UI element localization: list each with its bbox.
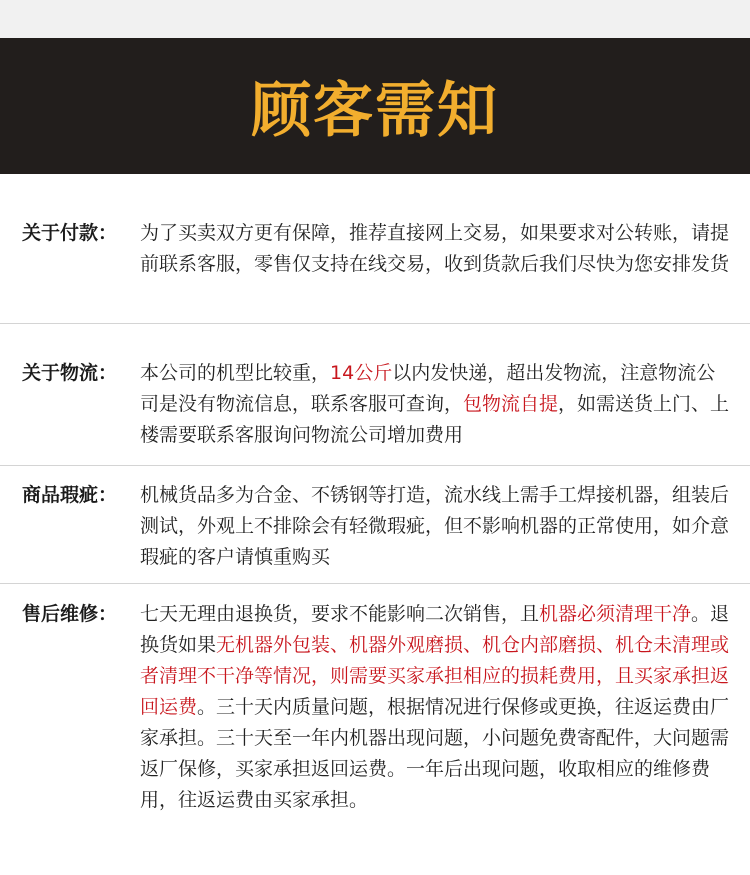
section-body xyxy=(140,358,732,451)
body-text: 机械货品多为合金、不锈钢等打造，流水线上需手工焊接机器，组装后测试，外观上不排除会有轻微瑕疵，但不影响机器的正常使用，如介意瑕疵的客户请慎重购买 xyxy=(140,484,730,568)
section-body xyxy=(140,480,732,573)
section-label: 关于付款： xyxy=(22,222,118,244)
section-label: 商品瑕疵： xyxy=(22,484,118,506)
section-after-sales xyxy=(0,584,750,816)
section-payment xyxy=(0,174,750,324)
section-logistics xyxy=(0,324,750,466)
section-body xyxy=(140,218,732,280)
highlight-text: 无机器外包装、机器外观磨损、机仓内部磨损、机仓未清理或者清理不干净等情况，则需要买家承担相应的损耗费用，且买家承担返回运费 xyxy=(140,634,730,718)
body-text: 。退换货如果 xyxy=(140,603,730,656)
top-strip xyxy=(0,0,750,38)
section-defects xyxy=(0,466,750,584)
section-label: 关于物流： xyxy=(22,362,118,384)
body-text: 为了买卖双方更有保障，推荐直接网上交易，如果要求对公转账，请提前联系客服，零售仅支持在线交易，收到货款后我们尽快为您安排发货 xyxy=(140,222,730,275)
body-text: ，如需送货上门、上楼需要联系客服询问物流公司增加费用 xyxy=(140,393,730,446)
body-text: 以内发快递，超出发物流，注意物流公司是没有物流信息，联系客服可查询， xyxy=(140,362,716,415)
body-text: 本公司的机型比较重， xyxy=(140,362,331,384)
body-text: 七天无理由退换货，要求不能影响二次销售，且 xyxy=(140,603,540,625)
highlight-text: 包物流自提 xyxy=(463,393,559,415)
section-body xyxy=(140,599,732,816)
highlight-text: 机器必须清理干净 xyxy=(539,603,692,625)
section-label: 售后维修： xyxy=(22,603,118,625)
highlight-text: 14公斤 xyxy=(330,362,393,384)
body-text: 。三十天内质量问题，根据情况进行保修或更换，往返运费由厂家承担。三十天至一年内机器出现问题，小问题免费寄配件，大问题需返厂保修，买家承担返回运费。一年后出现问题，收取相应的维修费用，往返运费由买家承担。 xyxy=(140,696,730,811)
page-title: 顾客需知 xyxy=(251,76,499,146)
header-banner xyxy=(0,38,750,174)
